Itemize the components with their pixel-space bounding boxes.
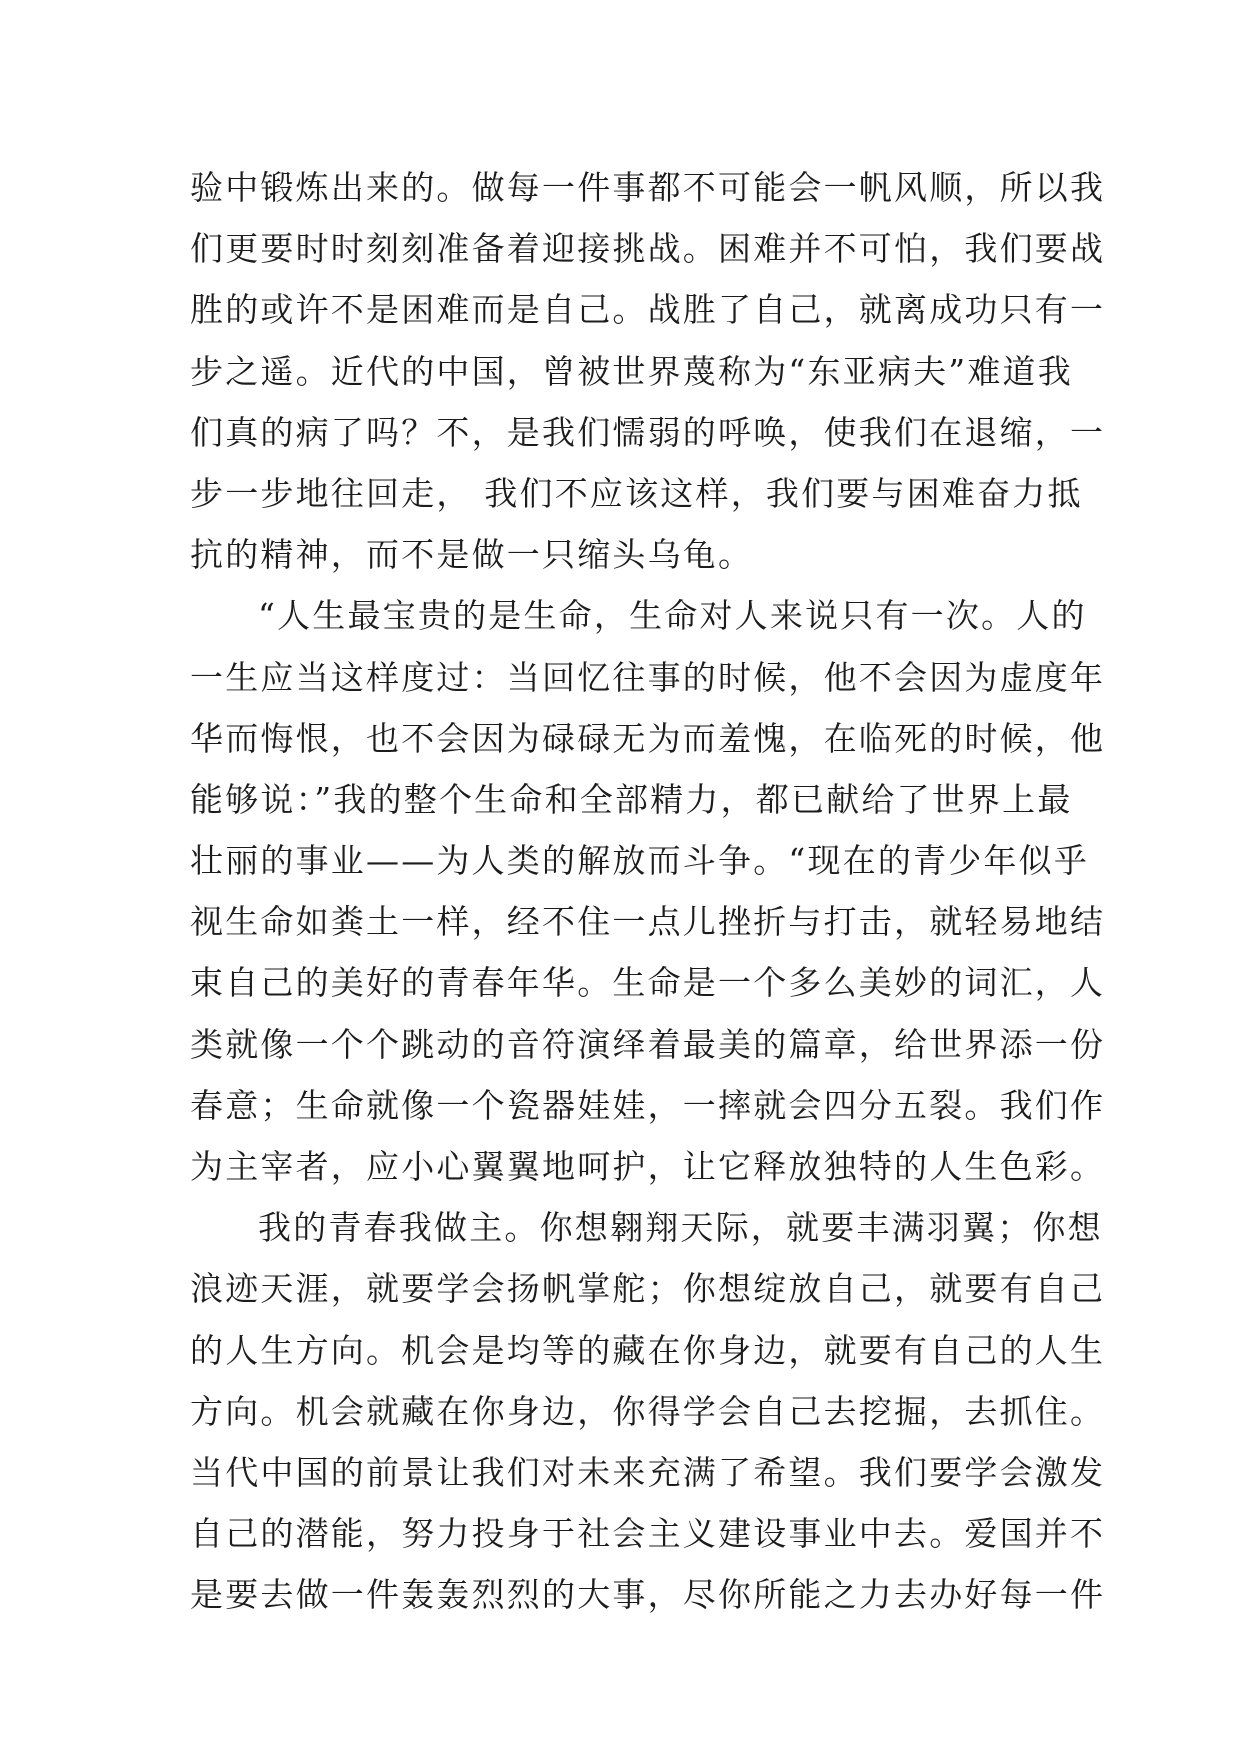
text-line: 步一步地往回走， 我们不应该这样，我们要与困难奋力抵 — [190, 473, 1083, 513]
text-line: 能够说：”我的整个生命和全部精力，都已献给了世界上最 — [190, 779, 1073, 819]
text-line: 壮丽的事业——为人类的解放而斗争。“现在的青少年似乎 — [190, 841, 1090, 881]
text-line: 的人生方向。机会是均等的藏在你身边，就要有自己的人生 — [190, 1330, 1106, 1370]
text-line: 验中锻炼出来的。做每一件事都不可能会一帆风顺，所以我 — [190, 168, 1106, 207]
text-line: 们真的病了吗？不，是我们懦弱的呼唤，使我们在退缩，一 — [190, 412, 1106, 452]
paragraph-start-line: 我的青春我做主。你想翱翔天际，就要丰满羽翼；你想 — [258, 1208, 1103, 1248]
text-line: 一生应当这样度过：当回忆往事的时候，他不会因为虚度年 — [190, 657, 1106, 697]
text-line: 们更要时时刻刻准备着迎接挑战。困难并不可怕，我们要战 — [190, 229, 1106, 269]
text-line: 抗的精神，而不是做一只缩头乌龟。 — [190, 535, 754, 575]
text-line: 类就像一个个跳动的音符演绎着最美的篇章，给世界添一份 — [190, 1024, 1106, 1064]
text-line: 浪迹天涯，就要学会扬帆掌舵；你想绽放自己，就要有自己 — [190, 1269, 1106, 1309]
text-line: 春意；生命就像一个瓷器娃娃，一摔就会四分五裂。我们作 — [190, 1085, 1106, 1125]
text-line: 束自己的美好的青春年华。生命是一个多么美妙的词汇，人 — [190, 963, 1106, 1003]
text-line: 自己的潜能，努力投身于社会主义建设事业中去。爱国并不 — [190, 1514, 1106, 1554]
essay-body — [190, 157, 1106, 1626]
text-line: 为主宰者，应小心翼翼地呵护，让它释放独特的人生色彩。 — [190, 1147, 1106, 1186]
text-line: 步之遥。近代的中国，曾被世界蔑称为“东亚病夫”难道我 — [190, 351, 1073, 391]
text-line: 是要去做一件轰轰烈烈的大事，尽你所能之力去办好每一件 — [190, 1575, 1106, 1615]
text-line: 方向。机会就藏在你身边，你得学会自己去挖掘，去抓住。 — [190, 1391, 1106, 1431]
text-line: 胜的或许不是困难而是自己。战胜了自己，就离成功只有一 — [190, 290, 1106, 330]
text-line: 当代中国的前景让我们对未来充满了希望。我们要学会激发 — [190, 1452, 1106, 1492]
text-line: 华而悔恨，也不会因为碌碌无为而羞愧，在临死的时候，他 — [190, 718, 1106, 758]
paragraph-start-line: “人生最宝贵的是生命，生命对人来说只有一次。人的 — [258, 596, 1087, 636]
text-line: 视生命如粪土一样，经不住一点儿挫折与打击，就轻易地结 — [190, 902, 1106, 942]
